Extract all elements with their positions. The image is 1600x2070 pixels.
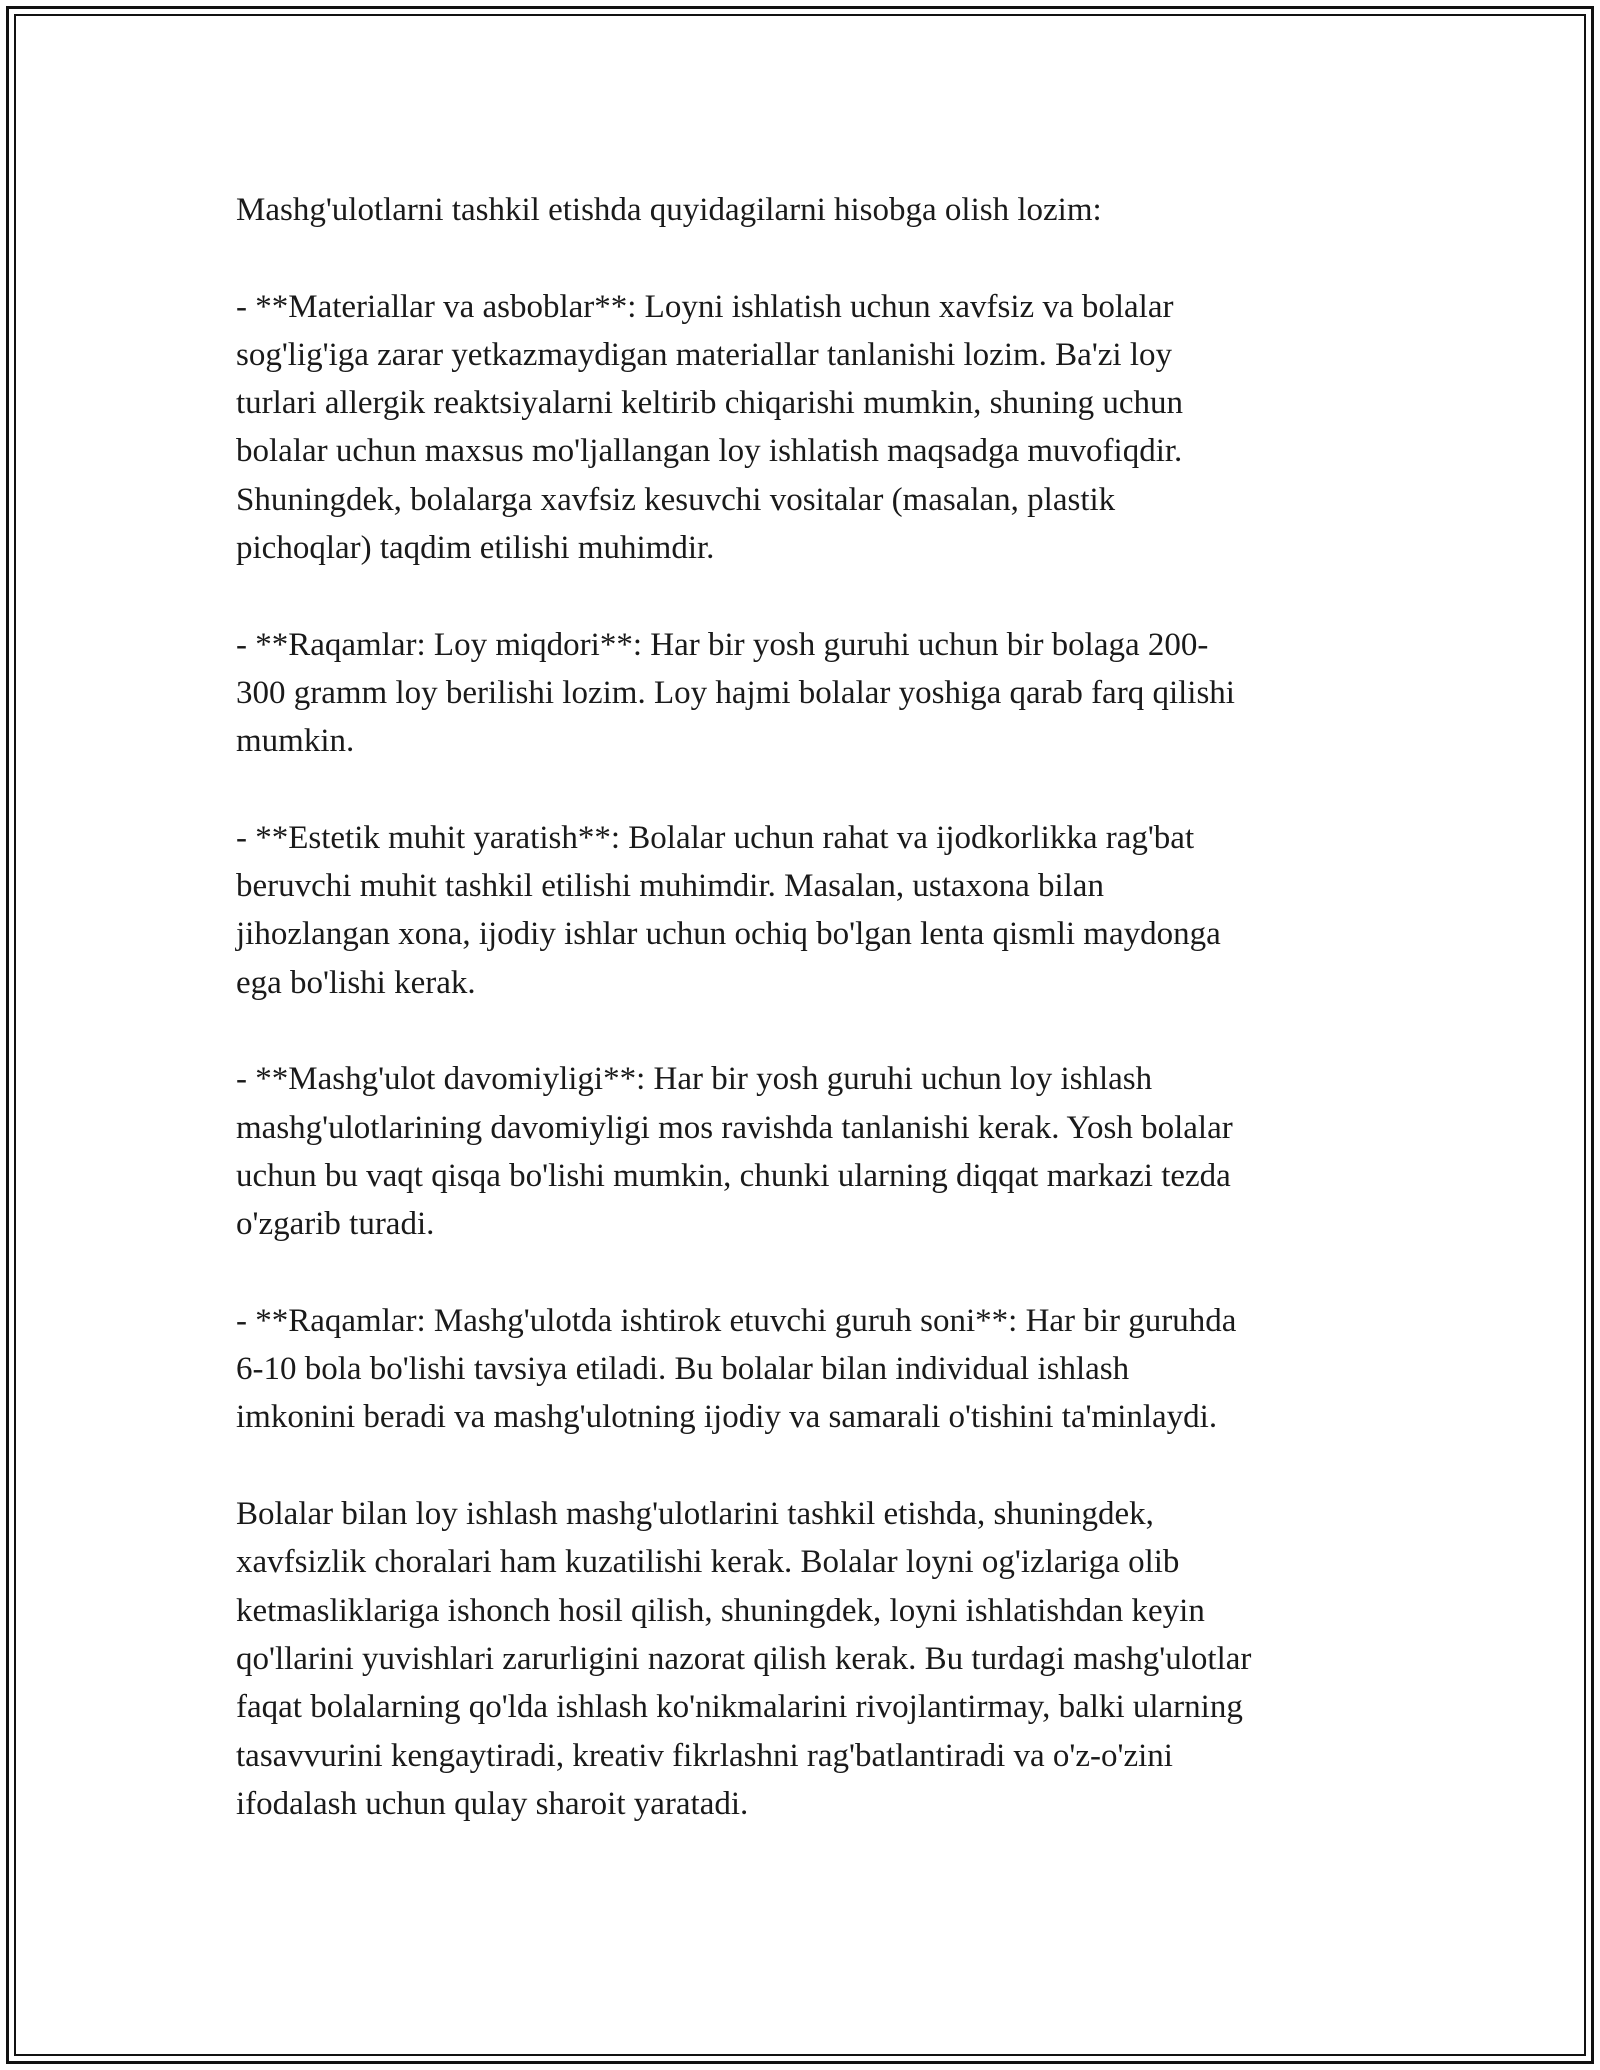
list-item-group-size: - **Raqamlar: Mashg'ulotda ishtirok etuvchi guruh soni**: Har bir guruhda 6-10 bola bo'lishi tavsiya etiladi. Bu bolalar bilan individual ishlash imkonini beradi va mashg'ulotning ijodiy va samarali o'tishini ta'minlaydi.	[236, 1302, 1237, 1436]
document-body	[236, 186, 1366, 1876]
list-item-aesthetic-environment: - **Estetik muhit yaratish**: Bolalar uchun rahat va ijodkorlikka rag'bat beruvchi muhit tashkil etilishi muhimdir. Masalan, ustaxona bilan jihozlangan xona, ijodiy ishlar uchun ochiq bo'lgan lenta qismli maydonga ega bo'lishi kerak.	[236, 819, 1221, 1001]
list-item-clay-amount: - **Raqamlar: Loy miqdori**: Har bir yosh guruhi uchun bir bolaga 200- 300 gramm loy berilishi lozim. Loy hajmi bolalar yoshiga qarab farq qilishi mumkin.	[236, 626, 1235, 760]
list-item-materials: - **Materiallar va asboblar**: Loyni ishlatish uchun xavfsiz va bolalar sog'lig'iga zarar yetkazmaydigan materiallar tanlanishi lozim. Ba'zi loy turlari allergik reaktsiyalarni keltirib chiqarishi mumkin, shuning uchun bolalar uchun maxsus mo'ljallangan loy ishlatish maqsadga muvofiqdir. Shuningdek, bolalarga xavfsiz kesuvchi vositalar (masalan, plastik pichoqlar) taqdim etilishi muhimdir.	[236, 288, 1184, 567]
list-item-session-duration: - **Mashg'ulot davomiyligi**: Har bir yosh guruhi uchun loy ishlash mashg'ulotlarining davomiyligi mos ravishda tanlanishi kerak. Yosh bolalar uchun bu vaqt qisqa bo'lishi mumkin, chunki ularning diqqat markazi tezda o'zgarib turadi.	[236, 1061, 1233, 1243]
conclusion-paragraph: Bolalar bilan loy ishlash mashg'ulotlarini tashkil etishda, shuningdek, xavfsizlik choralari ham kuzatilishi kerak. Bolalar loyni og'izlariga olib ketmasliklariga ishonch hosil qilish, shuningdek, loyni ishlatishdan keyin qo'llarini yuvishlari zarurligini nazorat qilish kerak. Bu turdagi mashg'ulotlar faqat bolalarning qo'lda ishlash ko'nikmalarini rivojlantirmay, balki ularning tasavvurini kengaytiradi, kreativ fikrlashni rag'batlantiradi va o'z-o'zini ifodalash uchun qulay sharoit yaratadi.	[236, 1496, 1252, 1822]
intro-paragraph: Mashg'ulotlarni tashkil etishda quyidagilarni hisobga olish lozim:	[236, 192, 1102, 228]
